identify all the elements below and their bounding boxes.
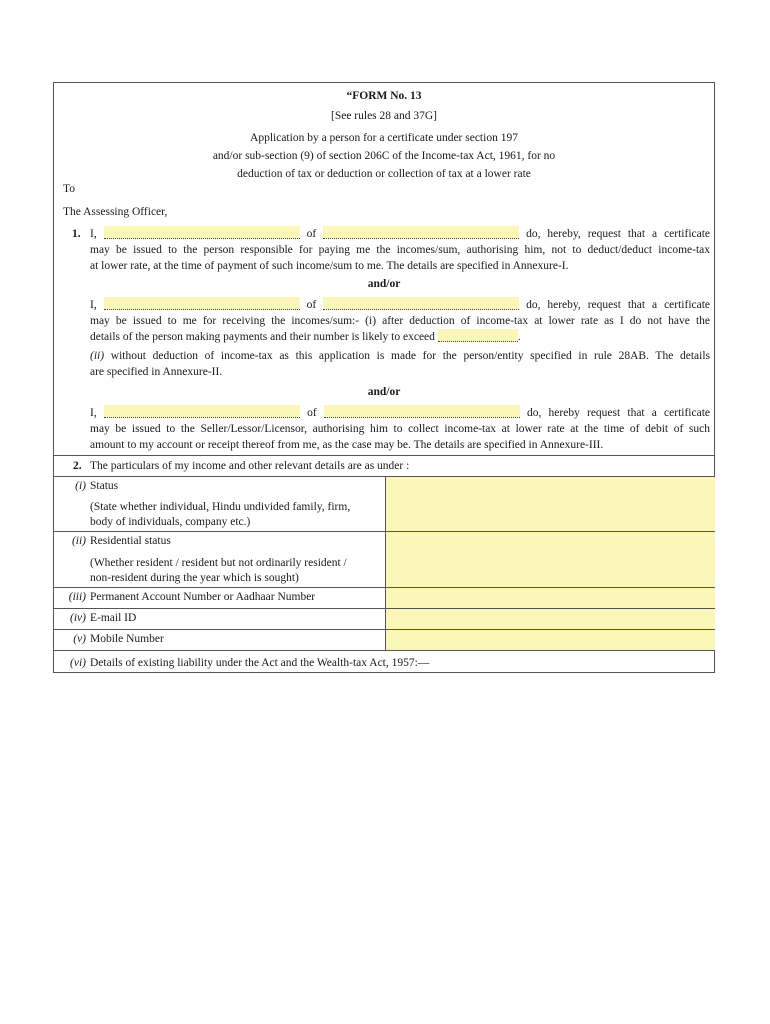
para2-ii-line-2: are specified in Annexure-II.: [90, 366, 223, 378]
para3: [90, 405, 710, 453]
andor-2: and/or: [367, 386, 401, 398]
address-to: To: [63, 183, 75, 195]
para2-ii-line-1: without deduction of income-tax as this application is made for the person/entity specified in rule 28AB. The details: [110, 350, 711, 362]
para2: I, of do, hereby, request that a certificate may be issued to me for receiving the incomes/sum:- (i) after deduction of income-tax at lower rate as I do not have the details of the person making payments and their number is likely to exceed .: [90, 299, 711, 343]
table-top-border: [54, 455, 714, 456]
residential-status-value-field[interactable]: [386, 532, 715, 587]
row-label-mobile: Mobile Number: [90, 633, 164, 645]
para2-address-field[interactable]: [323, 297, 519, 310]
para3-of: of: [307, 407, 317, 419]
row-divider: [54, 650, 714, 651]
para2-of: of: [306, 299, 317, 311]
para2-ii: [90, 348, 710, 380]
form-title: “FORM No. 13: [346, 90, 422, 102]
form-13: [53, 82, 715, 673]
row-label-email: E-mail ID: [90, 612, 137, 624]
mobile-value-field[interactable]: [386, 630, 715, 650]
row-note: (Whether resident / resident but not ordinarily resident /: [90, 557, 347, 569]
row-number: (vi): [70, 657, 86, 669]
form-rules: [See rules 28 and 37G]: [330, 110, 438, 122]
row-note: non-resident during the year which is sought): [90, 572, 299, 584]
para3-address-field[interactable]: [324, 405, 520, 418]
para3-lead: I,: [90, 407, 97, 419]
row-number: (iv): [70, 612, 86, 624]
para2-line-3: details of the person making payments and their number is likely to exceed: [90, 331, 435, 343]
para2-name-field[interactable]: [104, 297, 300, 310]
para2-count-field[interactable]: [438, 329, 518, 342]
row-label-residential-status: Residential status: [90, 535, 171, 547]
para1-number: 1.: [72, 228, 81, 240]
para1-address-field[interactable]: [323, 226, 519, 239]
para1-of: of: [306, 228, 317, 240]
row-number: (iii): [68, 591, 86, 603]
para1-lead: I,: [90, 228, 97, 240]
row-label-pan: Permanent Account Number or Aadhaar Number: [90, 591, 316, 603]
para1-name-field[interactable]: [104, 226, 300, 239]
row-label-existing-liability: Details of existing liability under the Act and the Wealth-tax Act, 1957:—: [90, 657, 430, 669]
section2-text: The particulars of my income and other relevant details are as under :: [90, 460, 410, 472]
form-description-line-1: Application by a person for a certificate under section 197: [250, 132, 518, 144]
para2-line-2: may be issued to me for receiving the incomes/sum:- (i) after deduction of income-tax at lower rate as I do not have the: [90, 315, 710, 327]
para2-tail: do, hereby, request that a certificate: [526, 299, 711, 311]
para3-name-field[interactable]: [104, 405, 300, 418]
status-value-field[interactable]: [386, 477, 715, 531]
row-number: (ii): [71, 535, 86, 547]
row-note: (State whether individual, Hindu undivided family, firm,: [90, 501, 351, 513]
form-description-line-2: and/or sub-section (9) of section 206C of the Income-tax Act, 1961, for no: [212, 150, 556, 162]
section2-number: 2.: [73, 460, 82, 472]
para3-line-2: may be issued to the Seller/Lessor/Licensor, authorising him to collect income-tax at lower rate at the time of debit of such: [90, 423, 710, 435]
email-value-field[interactable]: [386, 609, 715, 629]
para1-line-3: at lower rate, at the time of payment of such income/sum to me. The details are specified in Annexure-I.: [90, 260, 569, 272]
para2-ii-label: (ii): [90, 350, 105, 362]
address-officer: The Assessing Officer,: [63, 206, 168, 218]
row-note: body of individuals, company etc.): [90, 516, 251, 528]
para3-line-3: amount to my account or receipt thereof from me, as the case may be. The details are specified in Annexure-III.: [90, 439, 604, 451]
row-label-status: Status: [90, 480, 119, 492]
andor-1: and/or: [367, 278, 401, 290]
para1-line-2: may be issued to the person responsible for paying me the incomes/sum, authorising him, not to deduct/deduct income-tax: [90, 244, 710, 256]
row-number: (i): [75, 480, 86, 492]
para1: [90, 226, 710, 274]
form-description-line-3: deduction of tax or deduction or collection of tax at a lower rate: [237, 168, 531, 180]
para3-tail: do, hereby request that a certificate: [527, 407, 711, 419]
pan-value-field[interactable]: [386, 588, 715, 608]
para1-tail: do, hereby, request that a certificate: [526, 228, 711, 240]
row-number: (v): [73, 633, 86, 645]
para2-lead: I,: [90, 299, 97, 311]
